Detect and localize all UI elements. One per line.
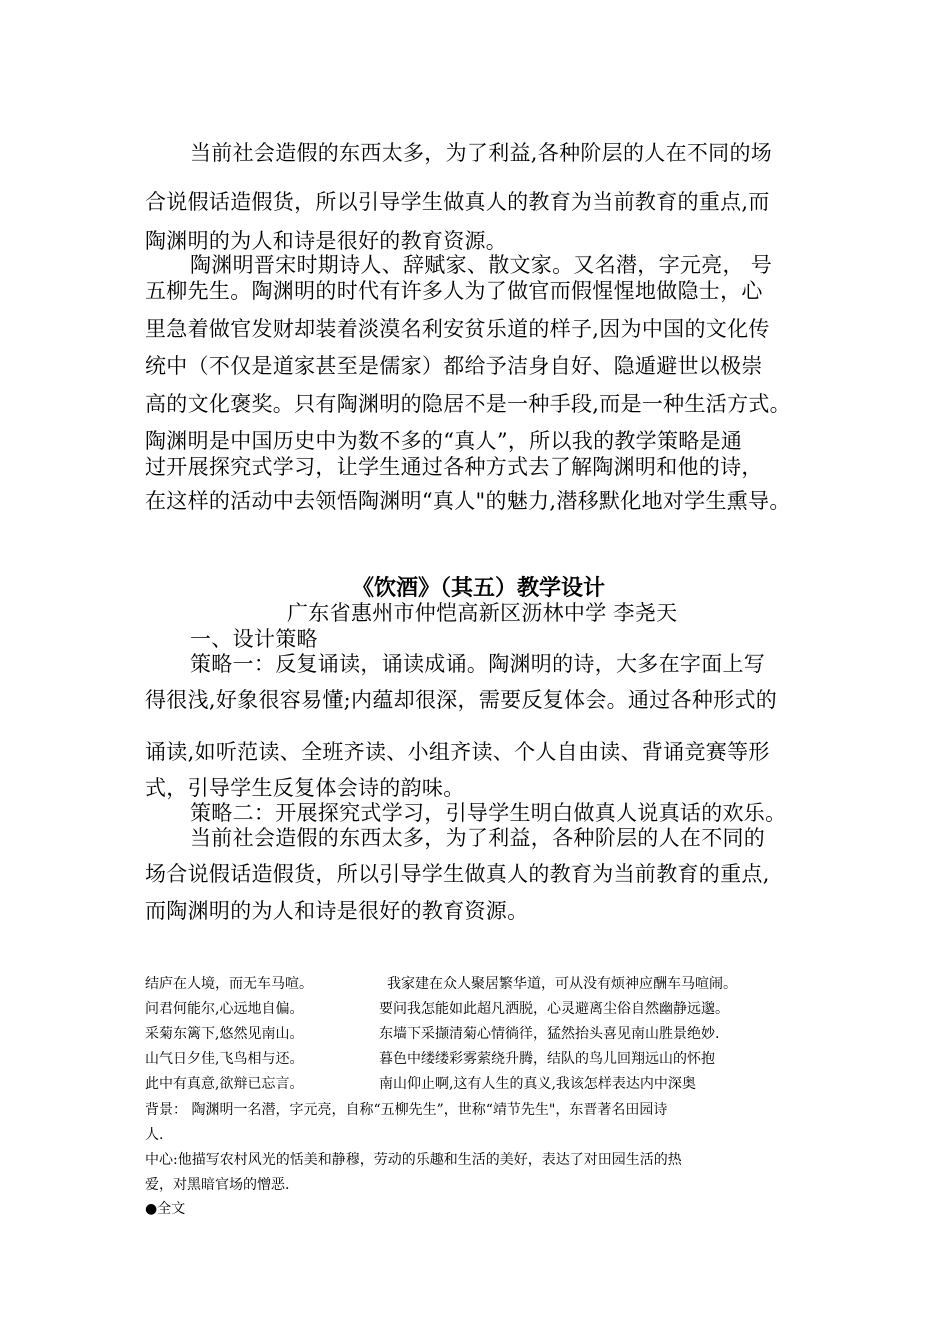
poem-verse: 问君何能尔,心远地自偏。 <box>145 1001 304 1017</box>
design-line: 一、设计策略 <box>190 627 318 651</box>
design-line: 策略一：反复诵读，诵读成诵。陶渊明的诗，大多在字面上写 <box>190 652 766 676</box>
design-line: 策略二：开展探究式学习，引导学生明白做真人说真话的欢乐。 <box>190 801 787 825</box>
background-note: 背景： 陶渊明一名潜，字元亮，自称“五柳先生”，世称“靖节先生"，东晋著名田园诗 <box>145 1102 668 1118</box>
design-line: 式，引导学生反复体会诗的韵味。 <box>145 776 465 800</box>
poem-verse: 采菊东篱下,悠然见南山。 <box>145 1026 304 1042</box>
center-note: 中心:他描写农村风光的恬美和静穆，劳动的乐趣和生活的美好，表达了对田园生活的热 <box>145 1152 682 1168</box>
background-note-continued: 人. <box>145 1127 164 1143</box>
design-line: 当前社会造假的东西太多，为了利益，各种阶层的人在不同的 <box>190 826 766 850</box>
intro-line: 统中（不仅是道家甚至是儒家）都给予洁身自好、隐遁避世以极崇 <box>145 354 763 378</box>
poem-verse: 结庐在人境，而无车马喧。 <box>145 976 313 992</box>
design-line: 诵读,如听范读、全班齐读、小组齐读、个人自由读、背诵竞赛等形 <box>145 740 770 764</box>
poem-translation: 要问我怎能如此超凡洒脱，心灵避离尘俗自然幽静远邈。 <box>379 1001 729 1017</box>
intro-line: 过开展探究式学习，让学生通过各种方式去了解陶渊明和他的诗， <box>145 455 763 479</box>
author-line: 广东省惠州市仲恺高新区沥林中学 李尧天 <box>287 601 678 625</box>
poem-verse: 山气日夕佳,飞鸟相与还。 <box>145 1051 304 1067</box>
intro-line: 当前社会造假的东西太多，为了利益,各种阶层的人在不同的场 <box>190 141 773 165</box>
poem-verse: 此中有真意,欲辩已忘言。 <box>145 1076 304 1092</box>
section-title: 《饮酒》（其五）教学设计 <box>352 575 606 601</box>
design-line: 得很浅,好象很容易懂;内蕴却很深，需要反复体会。通过各种形式的 <box>145 688 778 712</box>
poem-translation: 暮色中缕缕彩雾萦绕升腾，结队的鸟儿回翔远山的怀抱 <box>379 1051 715 1067</box>
intro-line: 陶渊明晋宋时期诗人、辞赋家、散文家。又名潜，字元亮， 号 <box>190 253 773 277</box>
center-note-continued: 爱，对黑暗官场的憎恶. <box>145 1177 290 1193</box>
bullet-label: ●全文 <box>145 1201 186 1217</box>
intro-line: 合说假话造假货，所以引导学生做真人的教育为当前教育的重点,而 <box>145 190 770 214</box>
design-line: 而陶渊明的为人和诗是很好的教育资源。 <box>145 899 529 923</box>
intro-line: 陶渊明的为人和诗是很好的教育资源。 <box>145 229 508 253</box>
poem-translation: 我家建在众人聚居繁华道，可从没有烦神应酬车马喧闹。 <box>387 976 737 992</box>
poem-translation: 东墙下采撷清菊心情徜徉，猛然抬头喜见南山胜景绝妙. <box>379 1026 720 1042</box>
intro-line: 里急着做官发财却装着淡漠名利安贫乐道的样子,因为中国的文化传 <box>145 317 770 341</box>
poem-translation: 南山仰止啊,这有人生的真义,我该怎样表达内中深奥 <box>379 1076 696 1092</box>
intro-line: 在这样的活动中去领悟陶渊明“真人"的魅力,潜移默化地对学生熏导。 <box>145 489 791 513</box>
intro-line: 五柳先生。陶渊明的时代有许多人为了做官而假惺惺地做隐士，心 <box>145 279 763 303</box>
intro-line: 高的文化褒奖。只有陶渊明的隐居不是一种手段,而是一种生活方式。 <box>145 392 791 416</box>
design-line: 场合说假话造假货，所以引导学生做真人的教育为当前教育的重点, <box>145 862 770 886</box>
intro-line: 陶渊明是中国历史中为数不多的“真人”，所以我的教学策略是通 <box>145 429 743 453</box>
